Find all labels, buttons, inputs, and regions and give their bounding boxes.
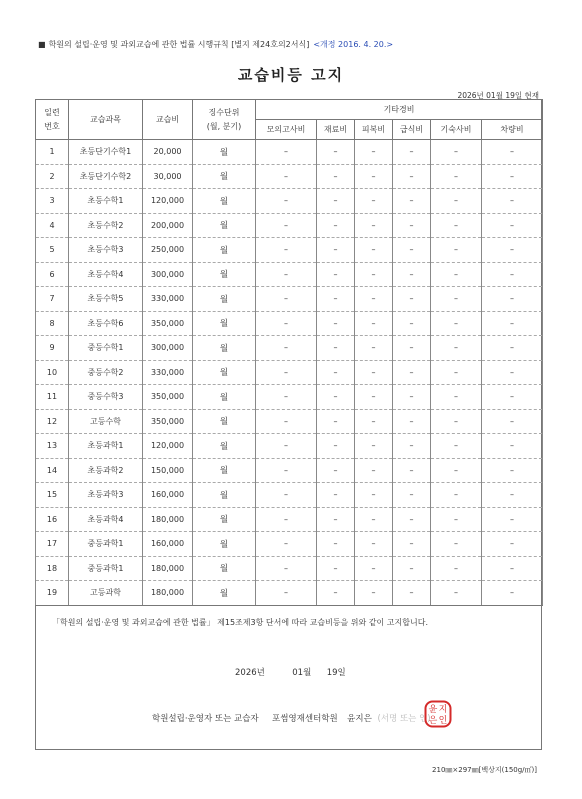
row-number: 18 [36,556,69,581]
dormitory-fee: – [431,213,482,238]
row-number: 10 [36,360,69,385]
materials-fee: – [317,507,355,532]
vehicle-fee: – [482,483,543,508]
uniform-fee: – [355,262,393,287]
vehicle-fee: – [482,458,543,483]
signer-line [152,712,431,724]
materials-fee: – [317,360,355,385]
vehicle-fee: – [482,311,543,336]
tuition-fee: 160,000 [143,532,193,557]
materials-fee: – [317,532,355,557]
meal-fee: – [393,336,431,361]
course-name: 중등수학2 [69,360,143,385]
col-header-mock-exam: 모의고사비 [256,120,317,140]
vehicle-fee: – [482,262,543,287]
row-number: 2 [36,164,69,189]
billing-unit: 월 [193,189,256,214]
notice-text: 「학원의 설립·운영 및 과외교습에 관한 법률」 제15조제3항 단서에 따라 교습비등을 위와 같이 고지합니다. [52,618,428,627]
uniform-fee: – [355,238,393,263]
tuition-fee: 250,000 [143,238,193,263]
billing-unit: 월 [193,556,256,581]
issue-date [235,666,346,678]
vehicle-fee: – [482,238,543,263]
uniform-fee: – [355,434,393,459]
table-header [36,100,543,140]
row-number: 3 [36,189,69,214]
meal-fee: – [393,360,431,385]
vehicle-fee: – [482,434,543,459]
dormitory-fee: – [431,336,482,361]
uniform-fee: – [355,483,393,508]
mock-exam-fee: – [256,262,317,287]
mock-exam-fee: – [256,360,317,385]
meal-fee: – [393,434,431,459]
materials-fee: – [317,409,355,434]
row-number: 12 [36,409,69,434]
mock-exam-fee: – [256,140,317,165]
table-row [36,189,543,214]
course-name: 초등과학2 [69,458,143,483]
table-row [36,238,543,263]
vehicle-fee: – [482,213,543,238]
meal-fee: – [393,213,431,238]
tuition-fee: 330,000 [143,360,193,385]
svg-text:윤: 윤 [428,705,438,715]
billing-unit: 월 [193,360,256,385]
uniform-fee: – [355,532,393,557]
dormitory-fee: – [431,458,482,483]
tuition-fee: 20,000 [143,140,193,165]
table-row [36,409,543,434]
course-name: 초등과학4 [69,507,143,532]
seal-stamp-icon [424,700,452,728]
dormitory-fee: – [431,434,482,459]
mock-exam-fee: – [256,458,317,483]
tuition-fee: 330,000 [143,287,193,312]
uniform-fee: – [355,507,393,532]
table-row [36,360,543,385]
col-header-vehicle: 차량비 [482,120,543,140]
materials-fee: – [317,287,355,312]
tuition-fee: 180,000 [143,556,193,581]
uniform-fee: – [355,360,393,385]
mock-exam-fee: – [256,189,317,214]
meal-fee: – [393,189,431,214]
meal-fee: – [393,458,431,483]
billing-unit: 월 [193,507,256,532]
vehicle-fee: – [482,336,543,361]
col-header-materials: 재료비 [317,120,355,140]
dormitory-fee: – [431,262,482,287]
vehicle-fee: – [482,385,543,410]
dormitory-fee: – [431,140,482,165]
tuition-fee: 350,000 [143,409,193,434]
course-name: 초등수학4 [69,262,143,287]
table-row [36,507,543,532]
table-row [36,385,543,410]
as-of-date: 2026년 01월 19일 현재 [457,91,539,100]
materials-fee: – [317,458,355,483]
tuition-fee: 150,000 [143,458,193,483]
meal-fee: – [393,581,431,606]
vehicle-fee: – [482,189,543,214]
billing-unit: 월 [193,532,256,557]
uniform-fee: – [355,213,393,238]
tuition-fee: 300,000 [143,262,193,287]
meal-fee: – [393,409,431,434]
billing-unit: 월 [193,458,256,483]
vehicle-fee: – [482,287,543,312]
billing-unit: 월 [193,311,256,336]
col-header-uniform: 피복비 [355,120,393,140]
square-bullet-icon: ■ [38,40,46,49]
svg-text:은: 은 [428,716,438,726]
page-title: 교습비등 고지 [237,66,345,84]
tuition-fee: 350,000 [143,385,193,410]
tuition-fee: 200,000 [143,213,193,238]
dormitory-fee: – [431,287,482,312]
meal-fee: – [393,262,431,287]
meal-fee: – [393,164,431,189]
vehicle-fee: – [482,360,543,385]
dormitory-fee: – [431,581,482,606]
meal-fee: – [393,140,431,165]
svg-text:인: 인 [438,716,448,726]
mock-exam-fee: – [256,213,317,238]
billing-unit: 월 [193,262,256,287]
row-number: 7 [36,287,69,312]
table-row [36,140,543,165]
mock-exam-fee: – [256,483,317,508]
course-name: 초등과학1 [69,434,143,459]
row-number: 9 [36,336,69,361]
billing-unit: 월 [193,581,256,606]
mock-exam-fee: – [256,556,317,581]
course-name: 초등수학6 [69,311,143,336]
uniform-fee: – [355,336,393,361]
issue-year: 2026년 [235,668,265,678]
materials-fee: – [317,189,355,214]
uniform-fee: – [355,164,393,189]
dormitory-fee: – [431,385,482,410]
meal-fee: – [393,385,431,410]
meal-fee: – [393,311,431,336]
uniform-fee: – [355,385,393,410]
tuition-fee: 160,000 [143,483,193,508]
billing-unit: 월 [193,483,256,508]
course-name: 초등과학3 [69,483,143,508]
materials-fee: – [317,311,355,336]
mock-exam-fee: – [256,507,317,532]
regulation-text: 학원의 설립·운영 및 과외교습에 관한 법률 시행규칙 [별지 제24호의2서식] [48,40,310,49]
uniform-fee: – [355,458,393,483]
course-name: 초등단기수학1 [69,140,143,165]
materials-fee: – [317,140,355,165]
meal-fee: – [393,532,431,557]
col-header-fee: 교습비 [143,100,193,140]
row-number: 13 [36,434,69,459]
dormitory-fee: – [431,507,482,532]
billing-unit: 월 [193,164,256,189]
uniform-fee: – [355,581,393,606]
row-number: 8 [36,311,69,336]
mock-exam-fee: – [256,164,317,189]
materials-fee: – [317,483,355,508]
billing-unit: 월 [193,213,256,238]
course-name: 중등과학1 [69,556,143,581]
dormitory-fee: – [431,532,482,557]
table-row [36,213,543,238]
row-number: 17 [36,532,69,557]
mock-exam-fee: – [256,532,317,557]
row-number: 6 [36,262,69,287]
mock-exam-fee: – [256,409,317,434]
meal-fee: – [393,556,431,581]
uniform-fee: – [355,140,393,165]
vehicle-fee: – [482,140,543,165]
row-number: 15 [36,483,69,508]
course-name: 초등수학3 [69,238,143,263]
materials-fee: – [317,556,355,581]
tuition-fee: 300,000 [143,336,193,361]
tuition-fee: 180,000 [143,581,193,606]
mock-exam-fee: – [256,434,317,459]
signer-name: 윤지은 [347,714,372,724]
table-row [36,556,543,581]
vehicle-fee: – [482,532,543,557]
tuition-fee: 120,000 [143,434,193,459]
meal-fee: – [393,483,431,508]
table-body [36,140,543,606]
billing-unit: 월 [193,140,256,165]
materials-fee: – [317,336,355,361]
course-name: 초등수학1 [69,189,143,214]
billing-unit: 월 [193,336,256,361]
billing-unit: 월 [193,238,256,263]
row-number: 14 [36,458,69,483]
mock-exam-fee: – [256,311,317,336]
dormitory-fee: – [431,483,482,508]
vehicle-fee: – [482,409,543,434]
uniform-fee: – [355,556,393,581]
course-name: 초등수학5 [69,287,143,312]
dormitory-fee: – [431,189,482,214]
dormitory-fee: – [431,556,482,581]
table-row [36,164,543,189]
uniform-fee: – [355,189,393,214]
uniform-fee: – [355,287,393,312]
row-number: 19 [36,581,69,606]
dormitory-fee: – [431,311,482,336]
dormitory-fee: – [431,238,482,263]
col-header-dormitory: 기숙사비 [431,120,482,140]
col-header-no: 일련 번호 [36,100,69,140]
vehicle-fee: – [482,581,543,606]
mock-exam-fee: – [256,238,317,263]
dormitory-fee: – [431,409,482,434]
dormitory-fee: – [431,360,482,385]
billing-unit: 월 [193,409,256,434]
tuition-fee: 180,000 [143,507,193,532]
materials-fee: – [317,262,355,287]
materials-fee: – [317,581,355,606]
table-row [36,262,543,287]
seal-placeholder: (서명 또는 인) [377,714,431,724]
row-number: 5 [36,238,69,263]
course-name: 중등과학1 [69,532,143,557]
course-name: 중등수학1 [69,336,143,361]
vehicle-fee: – [482,507,543,532]
academy-name: 포썸영재센터학원 [272,714,338,724]
row-number: 11 [36,385,69,410]
materials-fee: – [317,213,355,238]
meal-fee: – [393,238,431,263]
course-name: 고등수학 [69,409,143,434]
mock-exam-fee: – [256,336,317,361]
row-number: 4 [36,213,69,238]
table-row [36,434,543,459]
billing-unit: 월 [193,287,256,312]
uniform-fee: – [355,311,393,336]
table-row [36,483,543,508]
row-number: 16 [36,507,69,532]
col-header-unit: 징수단위 (월, 분기) [193,100,256,140]
fee-table [35,99,543,606]
table-row [36,532,543,557]
tuition-fee: 350,000 [143,311,193,336]
col-header-meals: 급식비 [393,120,431,140]
billing-unit: 월 [193,385,256,410]
col-header-course: 교습과목 [69,100,143,140]
course-name: 초등단기수학2 [69,164,143,189]
uniform-fee: – [355,409,393,434]
billing-unit: 월 [193,434,256,459]
course-name: 중등수학3 [69,385,143,410]
row-number: 1 [36,140,69,165]
table-row [36,581,543,606]
course-name: 초등수학2 [69,213,143,238]
tuition-fee: 120,000 [143,189,193,214]
meal-fee: – [393,507,431,532]
course-name: 고등과학 [69,581,143,606]
col-header-other-expenses: 기타경비 [256,100,543,120]
table-row [36,311,543,336]
materials-fee: – [317,434,355,459]
materials-fee: – [317,385,355,410]
mock-exam-fee: – [256,385,317,410]
table-row [36,287,543,312]
materials-fee: – [317,238,355,263]
form-reference [38,39,393,50]
dormitory-fee: – [431,164,482,189]
signer-role: 학원설립·운영자 또는 교습자 [152,714,259,724]
vehicle-fee: – [482,164,543,189]
meal-fee: – [393,287,431,312]
materials-fee: – [317,164,355,189]
issue-month: 01월 [292,668,312,678]
vehicle-fee: – [482,556,543,581]
issue-day: 19일 [326,668,346,678]
tuition-fee: 30,000 [143,164,193,189]
table-row [36,336,543,361]
table-row [36,458,543,483]
mock-exam-fee: – [256,287,317,312]
paper-spec: 210㎜×297㎜[백상지(150g/㎡)] [432,766,537,774]
svg-text:지: 지 [438,705,448,715]
mock-exam-fee: – [256,581,317,606]
revision-text: <개정 2016. 4. 20.> [313,40,394,49]
